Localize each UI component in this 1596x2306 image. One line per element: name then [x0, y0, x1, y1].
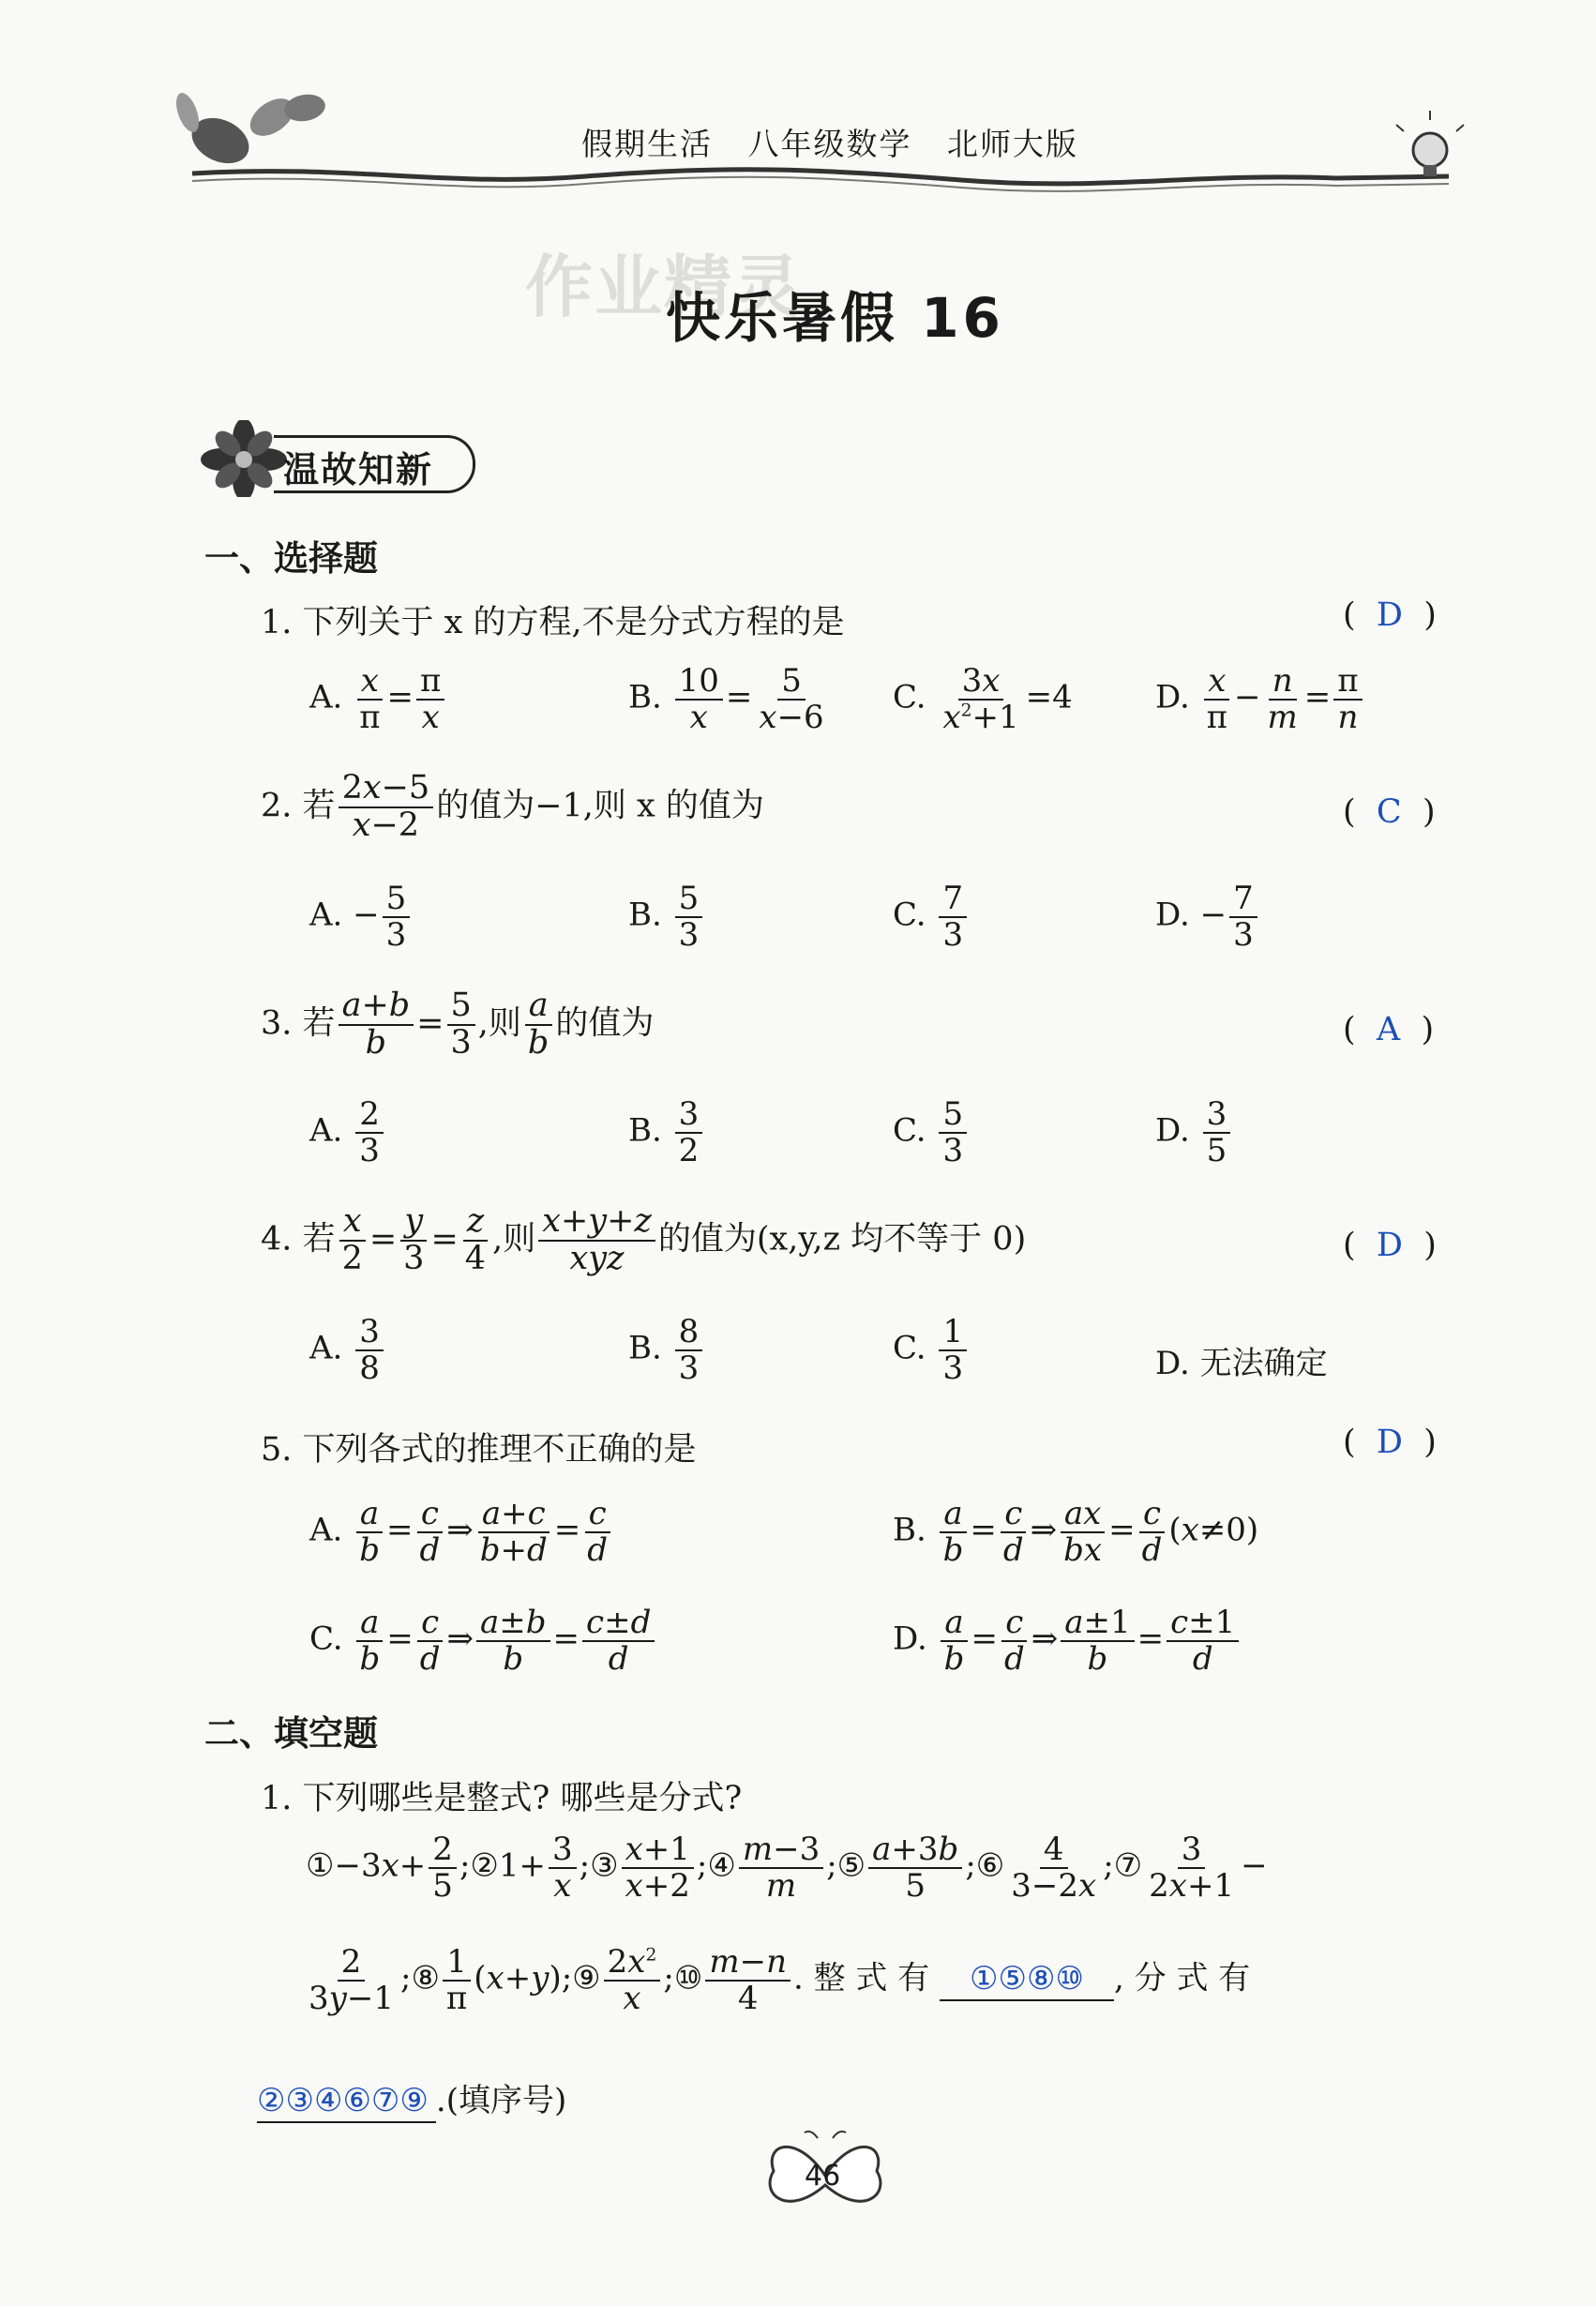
- option-b: B. $\frac{a}{b}$ = $\frac{c}{d}$ ⇒ $\frac{ax}{bx}$ = $\frac{c}{d}$ (x≠0): [893, 1495, 1259, 1569]
- polynomial-answer-blank[interactable]: [940, 1960, 1114, 2001]
- expression-list-line-1: ①−3x+ $\frac{2}{5}$ ;②1+ $\frac{3}{x}$ ;③ $\frac{x+1}{x+2}$ ;④ $\frac{m-3}{m}$ ;⑤ $\frac{a+3b}{5}$ ;⑥ $\frac{4}{3-2x}$ ;⑦ $\frac{3}{2x+1}$ −: [306, 1831, 1268, 1905]
- option-a: A. − $\frac{5}{3}$: [309, 882, 413, 952]
- answer-bracket: ( D ): [1343, 1424, 1437, 1461]
- option-b: B. $\frac{3}{2}$: [628, 1097, 705, 1168]
- section-heading-choice: 一、选择题: [204, 538, 378, 579]
- option-c: C. $\frac{7}{3}$: [893, 882, 970, 952]
- option-c: C. $\frac{5}{3}$: [893, 1097, 970, 1168]
- option-b: B. $\frac{8}{3}$: [628, 1315, 705, 1385]
- option-a: A. $\frac{3}{8}$: [309, 1315, 386, 1385]
- option-b: B. $\frac{10}{x}$ = $\frac{5}{x-6}$: [628, 662, 824, 736]
- question-1: [261, 596, 845, 643]
- answer-bracket: ( A ): [1343, 1011, 1435, 1048]
- polynomial-answer: ①⑤⑧⑩: [970, 1959, 1084, 1997]
- question-text: 下列关于 x 的方程,不是分式方程的是: [302, 604, 845, 641]
- option-d: D. $\frac{x}{\pi}$ − $\frac{n}{m}$ = $\frac{\pi}{n}$: [1155, 664, 1365, 734]
- fraction-answer-blank[interactable]: [257, 2082, 436, 2123]
- page-title: 快乐暑假 16: [666, 286, 1004, 350]
- question-2: 2. 若 $\frac{2x-5}{x-2}$ 的值为−1,则 x 的值为: [261, 769, 764, 844]
- fraction-answer-line: [257, 2074, 566, 2123]
- question-5: 5. 下列各式的推理不正确的是: [261, 1431, 697, 1469]
- header-text: 假期生活 八年级数学 北师大版: [581, 126, 1078, 162]
- answer-letter: D: [1376, 596, 1403, 634]
- option-c: C. $\frac{1}{3}$: [893, 1315, 970, 1385]
- option-a: A. $\frac{x}{\pi}$ = $\frac{\pi}{x}$: [309, 664, 447, 734]
- answer-letter: A: [1376, 1011, 1401, 1048]
- fraction-answer: ②③④⑥⑦⑨: [257, 2082, 429, 2119]
- answer-letter: D: [1376, 1227, 1403, 1264]
- option-d: D. $\frac{a}{b}$ = $\frac{c}{d}$ ⇒ $\frac{a\pm 1}{b}$ = $\frac{c\pm 1}{d}$: [893, 1605, 1242, 1676]
- section-badge-label: 温故知新: [283, 449, 434, 490]
- expression-list-line-2: $\frac{2}{3y-1}$ ;⑧ $\frac{1}{\pi}$ (x+y);⑨ $\frac{2x^2}{x}$ ;⑩ $\frac{m-n}{4}$ . 整 式 有 ①⑤⑧⑩ , 分 式 有: [309, 1943, 1251, 2017]
- fraction-lead: , 分 式 有: [1114, 1959, 1251, 1997]
- answer-bracket: ( D ): [1343, 596, 1437, 634]
- question-3: 3. 若 $\frac{a+b}{b}$ = $\frac{5}{3}$ ,则 $\frac{a}{b}$ 的值为: [261, 987, 655, 1062]
- question-4: 4. 若 $\frac{x}{2}$ = $\frac{y}{3}$ = $\frac{z}{4}$ ,则 $\frac{x+y+z}{\text{xyz}}$ 的值为(x,y,z 均不等于 0): [261, 1202, 1027, 1277]
- option-d: D. 无法确定: [1155, 1345, 1328, 1382]
- lightbulb-icon: [1396, 111, 1464, 176]
- fill-question-1: 1. 下列哪些是整式? 哪些是分式?: [261, 1780, 743, 1817]
- option-c: C. $\frac{3x}{x^2+1}$ =4: [893, 662, 1073, 736]
- answer-bracket: ( D ): [1343, 1227, 1437, 1264]
- option-c: C. $\frac{a}{b}$ = $\frac{c}{d}$ ⇒ $\frac{a\pm b}{b}$ = $\frac{c\pm d}{d}$: [309, 1605, 657, 1676]
- option-b: B. $\frac{5}{3}$: [628, 882, 705, 952]
- watermark: 作业精灵: [525, 248, 804, 326]
- option-a: A. $\frac{a}{b}$ = $\frac{c}{d}$ ⇒ $\frac{a+c}{b+d}$ = $\frac{c}{d}$: [309, 1497, 614, 1567]
- question-number: 1.: [261, 604, 293, 641]
- option-d: D. − $\frac{7}{3}$: [1155, 882, 1260, 952]
- leaf-icon: [172, 90, 327, 173]
- fill-tail: .(填序号): [435, 2082, 567, 2119]
- answer-bracket: ( C ): [1343, 793, 1436, 831]
- page-number: 46: [805, 2160, 841, 2193]
- option-d: D. $\frac{3}{5}$: [1155, 1097, 1233, 1168]
- answer-letter: D: [1376, 1424, 1403, 1461]
- polynomial-lead: . 整 式 有: [792, 1959, 930, 1997]
- option-a: A. $\frac{2}{3}$: [309, 1097, 386, 1168]
- section-heading-fill: 二、填空题: [204, 1713, 378, 1754]
- answer-letter: C: [1376, 793, 1402, 831]
